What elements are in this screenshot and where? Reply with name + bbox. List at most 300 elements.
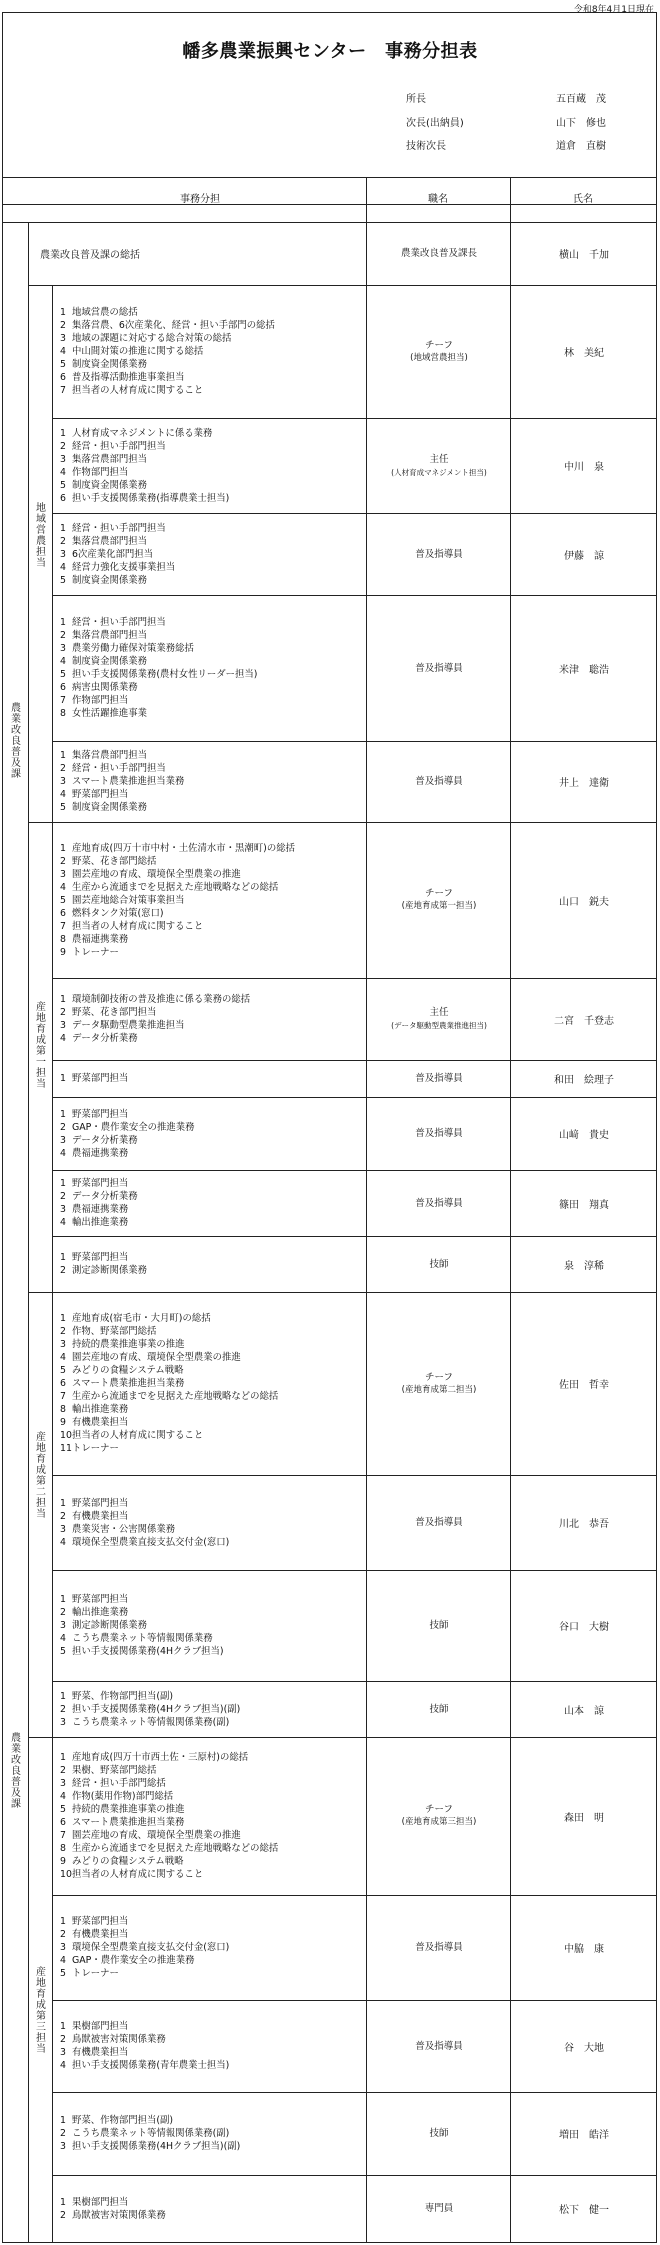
task-text: 野菜部門担当 [72, 789, 129, 800]
post-main: 普及指導員 [415, 1073, 463, 1084]
post-main: 普及指導員 [415, 548, 463, 560]
task-line [60, 2140, 365, 2153]
task-line [60, 371, 365, 384]
task-text: 集落営農部門担当 [72, 750, 148, 761]
task-text: 農福連携業務 [72, 933, 129, 945]
task-text: 野菜、花き部門担当 [72, 1007, 157, 1018]
task-text: スマート農業推進担当業務 [72, 1817, 185, 1828]
task-line [60, 1751, 365, 1764]
task-line [60, 788, 365, 801]
division-label: 農業改良普及課 [8, 701, 20, 779]
task-line [60, 681, 365, 694]
task-number: 1 [60, 1108, 66, 1120]
post-main: 普及指導員 [415, 1197, 463, 1209]
task-number: 6 [60, 1378, 66, 1389]
task-line [60, 1619, 365, 1632]
task-text: 生産から流通までを見据えた産地戦略などの総括 [72, 881, 279, 893]
task-text: 経営・担い手部門担当 [72, 440, 166, 452]
task-line [60, 1868, 365, 1881]
task-number: 6 [60, 1817, 66, 1828]
task-line [60, 775, 365, 788]
task-number: 8 [60, 708, 66, 719]
task-number: 6 [60, 492, 66, 504]
task-number: 4 [60, 1955, 66, 1966]
task-text: 担当者の人材育成に関すること [72, 1869, 204, 1880]
rule-h [28, 822, 657, 823]
task-number: 9 [60, 946, 66, 958]
task-number: 3 [60, 2141, 66, 2152]
task-number: 4 [60, 561, 66, 573]
post-sub: (地域営農担当) [410, 352, 468, 363]
task-text: 測定診断関係業務 [72, 1620, 148, 1631]
task-number: 4 [60, 1217, 66, 1228]
post-main: 普及指導員 [415, 2040, 463, 2052]
task-list [60, 1108, 365, 1160]
task-text: データ分析業務 [72, 1134, 138, 1146]
staff-role: 所長 [406, 94, 426, 105]
post-sub: (産地育成第二担当) [401, 1384, 477, 1395]
task-number: 5 [60, 1646, 66, 1657]
task-line [60, 1716, 365, 1729]
task-text: 産地育成(四万十市西土佐・三原村)の総括 [72, 1752, 249, 1763]
task-text: 輸出推進業務 [72, 1217, 129, 1228]
rule-h [52, 595, 657, 596]
task-number: 1 [60, 522, 66, 534]
task-line [60, 306, 365, 319]
person-name: 松下 健一 [559, 2205, 609, 2216]
task-text: みどりの食糧システム戦略 [72, 1365, 184, 1376]
task-text: 測定診断関係業務 [72, 1265, 148, 1276]
task-text: GAP・農作業安全の推進業務 [72, 1955, 195, 1966]
task-text: 農福連携業務 [72, 1204, 129, 1215]
task-text: 産地育成(四万十市中村・土佐清水市・黒潮町)の総括 [72, 842, 295, 854]
task-line [60, 668, 365, 681]
task-number: 2 [60, 855, 66, 867]
post-title [368, 1292, 510, 1475]
task-line [60, 1967, 365, 1980]
task-text: 人材育成マネジメントに係る業務 [72, 427, 213, 439]
task-line [60, 1121, 365, 1134]
staff-role: 技術次長 [406, 141, 446, 152]
person-name: 山本 諒 [564, 1705, 604, 1717]
task-line [60, 2020, 365, 2033]
task-line [60, 907, 365, 920]
task-line [60, 2196, 365, 2209]
task-number: 3 [60, 868, 66, 880]
person-name: 谷 大地 [564, 2042, 604, 2054]
task-number: 2 [60, 2034, 66, 2045]
rule-h [52, 2000, 657, 2001]
task-text: 野菜、作物部門担当(副) [72, 2115, 174, 2126]
post-sub: (データ駆動型農業推進担当) [391, 1021, 487, 1030]
task-line [60, 1108, 365, 1121]
task-line [60, 332, 365, 345]
task-text: 地域営農の総括 [72, 307, 138, 318]
task-number: 2 [60, 320, 66, 331]
task-list [60, 993, 365, 1045]
task-line [60, 1816, 365, 1829]
task-line [60, 1536, 365, 1549]
task-number: 7 [60, 385, 66, 396]
task-text: 果樹、野菜部門総括 [72, 1765, 157, 1776]
task-text: 経営・担い手部門担当 [72, 522, 166, 534]
task-list [60, 1751, 365, 1881]
task-number: 6 [60, 682, 66, 693]
task-line [60, 358, 365, 371]
task-line [60, 694, 365, 707]
post-title [368, 418, 510, 513]
task-line [60, 1072, 365, 1085]
task-number: 3 [60, 1204, 66, 1215]
post-main: 技師 [429, 2128, 449, 2139]
task-line [60, 1216, 365, 1229]
task-number: 1 [60, 2196, 66, 2208]
task-number: 2 [60, 1121, 66, 1133]
task-text: トレーナー [72, 946, 119, 958]
rule-h [2, 2242, 657, 2243]
task-line [60, 1416, 365, 1429]
rule-h [2, 12, 657, 13]
task-number: 4 [60, 1791, 66, 1802]
task-list [60, 1690, 365, 1729]
task-text: 経営力強化支援事業担当 [72, 561, 176, 573]
post-title [368, 1236, 510, 1292]
post-title [368, 1737, 510, 1895]
task-number: 2 [60, 1703, 66, 1715]
task-line [60, 1338, 365, 1351]
task-line [60, 881, 365, 894]
task-text: 燃料タンク対策(窓口) [72, 907, 164, 919]
post-main: チーフ [424, 1804, 454, 1815]
task-text: 野菜部門担当 [72, 1916, 129, 1927]
rule-h [52, 2092, 657, 2093]
task-line [60, 616, 365, 629]
task-number: 5 [60, 802, 66, 813]
staff-name: 山下 修也 [556, 118, 606, 129]
person-name: 中脇 康 [564, 1944, 604, 1955]
rule-h [52, 1236, 657, 1237]
staff-role: 次長(出納員) [406, 118, 464, 129]
task-number: 1 [60, 1073, 66, 1084]
task-line [60, 1190, 365, 1203]
task-number: 10 [60, 1430, 72, 1441]
task-list [60, 1072, 365, 1085]
task-text: 野菜部門担当 [72, 1178, 129, 1189]
group-label: 産地育成第一担当 [33, 1001, 45, 1089]
group-label: 産地育成第三担当 [33, 1966, 45, 2054]
post-title [368, 1060, 510, 1097]
post-main: 農業改良普及課長 [400, 248, 477, 259]
task-number: 6 [60, 372, 66, 383]
task-line [60, 345, 365, 358]
rule-h [52, 1681, 657, 1682]
person-name: 井上 達衛 [559, 778, 609, 789]
task-line [60, 1690, 365, 1703]
task-text: 女性活躍推進事業 [72, 708, 148, 719]
task-number: 8 [60, 933, 66, 945]
task-number: 9 [60, 1856, 66, 1867]
person-name: 伊藤 諒 [564, 550, 604, 562]
task-number: 1 [60, 1690, 66, 1702]
person-name: 佐田 哲幸 [559, 1380, 609, 1391]
task-line [60, 1351, 365, 1364]
task-text: スマート農業推進担当業務 [72, 1378, 185, 1389]
task-text: 野菜部門担当 [72, 1497, 129, 1509]
task-text: 野菜部門担当 [72, 1108, 129, 1120]
task-text: 園芸産地総合対策事業担当 [72, 894, 185, 906]
task-text: 環境保全型農業直接支払交付金(窓口) [72, 1536, 230, 1548]
task-text: 有機農業担当 [72, 2047, 129, 2058]
task-line [60, 1390, 365, 1403]
task-text: 普及指導活動推進事業担当 [72, 372, 185, 383]
task-number: 3 [60, 1942, 66, 1953]
page-title: 幡多農業振興センター 事務分担表 [182, 41, 478, 62]
rule-h [52, 418, 657, 419]
post-main: 技師 [429, 1258, 449, 1270]
task-text: こうち農業ネット等情報関係業務(副) [72, 1716, 230, 1728]
post-main: チーフ [424, 1371, 454, 1383]
task-line [60, 440, 365, 453]
task-text: 鳥獣被害対策関係業務 [72, 2034, 166, 2045]
task-text: 果樹部門担当 [72, 2196, 129, 2208]
task-number: 2 [60, 440, 66, 452]
task-number: 2 [60, 535, 66, 547]
task-text: 制度資金関係業務 [72, 359, 148, 370]
post-main: 普及指導員 [415, 1942, 463, 1953]
rule-h [52, 1895, 657, 1896]
rule-h [52, 1170, 657, 1171]
task-list [60, 306, 365, 397]
post-title [368, 741, 510, 822]
task-line [60, 2046, 365, 2059]
task-text: 担い手支援関係業務(指導農業士担当) [72, 492, 230, 504]
task-line [60, 1364, 365, 1377]
task-number: 7 [60, 920, 66, 932]
task-number: 1 [60, 1916, 66, 1927]
task-number: 5 [60, 1968, 66, 1979]
task-line [60, 1803, 365, 1816]
task-number: 1 [60, 2021, 66, 2032]
rule-v [28, 222, 29, 2242]
task-list [60, 1251, 365, 1277]
task-number: 3 [60, 1620, 66, 1631]
task-number: 4 [60, 789, 66, 800]
person-name: 林 美紀 [564, 348, 604, 359]
post-main: チーフ [424, 339, 454, 351]
task-text: 担当者の人材育成に関すること [72, 920, 204, 932]
task-text: 作物部門担当 [72, 695, 129, 706]
task-list [60, 1497, 365, 1549]
rule-h [52, 2175, 657, 2176]
person-name: 山﨑 貴史 [559, 1130, 609, 1141]
task-number: 2 [60, 1510, 66, 1522]
task-text: 地域の課題に対応する総合対策の総括 [72, 333, 232, 344]
task-list [60, 427, 365, 505]
task-line [60, 2114, 365, 2127]
task-text: GAP・農作業安全の推進業務 [72, 1121, 195, 1133]
task-line [60, 1523, 365, 1536]
task-line [60, 2127, 365, 2140]
task-text: 持続的農業推進事業の推進 [72, 1804, 185, 1815]
task-number: 5 [60, 359, 66, 370]
task-line [60, 894, 365, 907]
rule-h [28, 285, 657, 286]
post-sub: (産地育成第三担当) [401, 1817, 477, 1827]
rule-h [52, 1475, 657, 1476]
group-label: 地域営農担当 [33, 502, 45, 568]
post-title [368, 595, 510, 741]
task-number: 2 [60, 1191, 66, 1202]
task-number: 7 [60, 1830, 66, 1841]
task-line [60, 1264, 365, 1277]
task-line [60, 466, 365, 479]
task-line [60, 522, 365, 535]
task-number: 3 [60, 1778, 66, 1789]
task-line [60, 1177, 365, 1190]
task-text: 担い手支援関係業務(農村女性リーダー担当) [72, 669, 258, 680]
task-line [60, 1032, 365, 1045]
post-title [368, 1170, 510, 1236]
task-text: 集落営農、6次産業化、経営・担い手部門の総括 [72, 320, 275, 331]
task-text: 野菜部門担当 [72, 1594, 129, 1605]
task-number: 4 [60, 466, 66, 478]
task-number: 3 [60, 776, 66, 787]
post-main: 主任 [429, 1007, 449, 1018]
task-line [60, 629, 365, 642]
task-text: 生産から流通までを見据えた産地戦略などの総括 [72, 1391, 279, 1402]
post-title [368, 222, 510, 285]
division-label: 農業改良普及課 [8, 1731, 20, 1809]
task-number: 5 [60, 479, 66, 491]
task-list [60, 749, 365, 814]
task-line [60, 1928, 365, 1941]
task-line [60, 1403, 365, 1416]
task-line [60, 1790, 365, 1803]
task-text: 野菜部門担当 [72, 1252, 129, 1263]
task-line [60, 574, 365, 587]
task-line [60, 2209, 365, 2222]
task-number: 2 [60, 1765, 66, 1776]
post-title [368, 2000, 510, 2092]
post-title [368, 1475, 510, 1570]
task-line [60, 1842, 365, 1855]
task-line [60, 1147, 365, 1160]
post-title [368, 822, 510, 978]
task-line [60, 1251, 365, 1264]
task-number: 2 [60, 2209, 66, 2221]
task-number: 1 [60, 1497, 66, 1509]
task-text: 作物、野菜部門総括 [72, 1326, 157, 1337]
post-sub: (産地育成第一担当) [401, 901, 477, 911]
task-line [60, 548, 365, 561]
task-line [60, 855, 365, 868]
task-line [60, 319, 365, 332]
task-number: 2 [60, 1007, 66, 1018]
task-text: 農福連携業務 [72, 1147, 129, 1159]
task-line [60, 1915, 365, 1928]
rule-h [28, 1737, 657, 1738]
task-number: 3 [60, 1339, 66, 1350]
task-line [60, 1312, 365, 1325]
task-number: 1 [60, 307, 66, 318]
post-main: 普及指導員 [415, 1517, 463, 1528]
task-number: 7 [60, 1391, 66, 1402]
task-number: 2 [60, 1607, 66, 1618]
rule-v [510, 177, 511, 2242]
post-main: 普及指導員 [415, 776, 463, 787]
rule-h [52, 1570, 657, 1571]
task-text: トレーナー [72, 1443, 119, 1454]
task-line [60, 492, 365, 505]
task-number: 5 [60, 894, 66, 906]
task-number: 8 [60, 1404, 66, 1415]
task-text: 6次産業化部門担当 [72, 548, 153, 560]
task-line [60, 1203, 365, 1216]
task-number: 7 [60, 695, 66, 706]
task-text: 病害虫関係業務 [72, 682, 138, 693]
task-line [60, 2033, 365, 2046]
task-text: 生産から流通までを見据えた産地戦略などの総括 [72, 1843, 279, 1854]
post-title [368, 2175, 510, 2242]
task-text: 担い手支援関係業務(青年農業士担当) [72, 2060, 230, 2071]
task-number: 1 [60, 1178, 66, 1189]
task-number: 4 [60, 346, 66, 357]
task-line [60, 1510, 365, 1523]
task-line [60, 1954, 365, 1967]
task-text: 産地育成(宿毛市・大月町)の総括 [72, 1313, 211, 1324]
task-line [60, 384, 365, 397]
post-title [368, 285, 510, 418]
task-number: 1 [60, 427, 66, 439]
task-line [60, 1497, 365, 1510]
as-of-date: 令和8年4月1日現在 [573, 5, 654, 15]
task-line [60, 561, 365, 574]
post-title [368, 513, 510, 595]
header-task: 事務分担 [180, 194, 220, 205]
task-text: こうち農業ネット等情報関係業務(副) [72, 2128, 230, 2139]
task-number: 2 [60, 1326, 66, 1337]
task-text: トレーナー [72, 1968, 119, 1979]
task-line [60, 1632, 365, 1645]
task-number: 3 [60, 453, 66, 465]
post-sub: (人材育成マネジメント担当) [391, 467, 487, 477]
task-number: 4 [60, 881, 66, 893]
task-text: 制度資金関係業務 [72, 479, 148, 491]
task-text: 野菜部門担当 [72, 1073, 129, 1084]
task-number: 5 [60, 1365, 66, 1376]
post-main: 普及指導員 [415, 1128, 463, 1139]
rule-h [2, 222, 657, 223]
task-text: 鳥獣被害対策関係業務 [72, 2209, 166, 2221]
task-line [60, 479, 365, 492]
task-number: 5 [60, 669, 66, 680]
post-main: 専門員 [424, 2203, 454, 2214]
task-number: 3 [60, 643, 66, 654]
task-number: 3 [60, 1716, 66, 1728]
task-line [60, 1593, 365, 1606]
header-name: 氏名 [573, 194, 593, 205]
task-number: 5 [60, 1804, 66, 1815]
task-text: 担い手支援関係業務(4Hクラブ担当)(副) [72, 1703, 241, 1715]
task-text: 作物部門担当 [72, 466, 129, 478]
task-number: 4 [60, 1147, 66, 1159]
post-title [368, 1570, 510, 1681]
task-list [60, 2114, 365, 2153]
task-number: 3 [60, 1020, 66, 1031]
rule-h [52, 1097, 657, 1098]
task-number: 2 [60, 1265, 66, 1276]
task-line [60, 535, 365, 548]
